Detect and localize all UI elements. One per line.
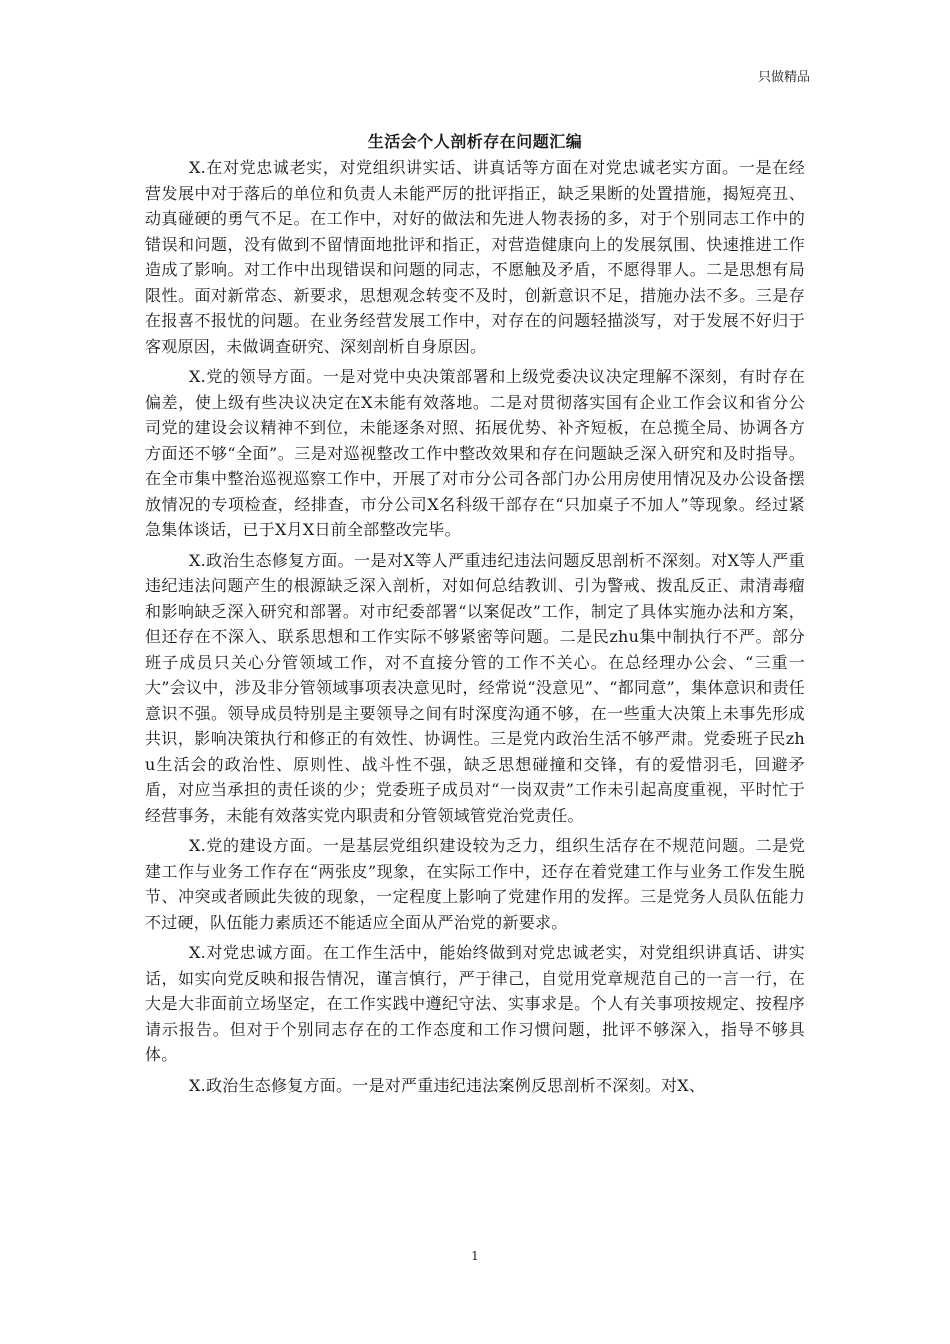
header-note: 只做精品 bbox=[757, 70, 810, 85]
document-title: 生活会个人剖析存在问题汇编 bbox=[367, 132, 583, 151]
paragraph-3: X.政治生态修复方面。一是对X等人严重违纪违法问题反思剖析不深刻。对X等人严重违纪违法问题产生的根源缺乏深入剖析，对如何总结教训、引为警戒、拨乱反正、肃清毒瘤和影响缺乏深入研究和部署。对市纪委部署“以案促改”工作，制定了具体实施办法和方案，但还存在不深入、联系思想和工作实际不够紧密等问题。二是民zhu集中制执行不严。部分班子成员只关心分管领域工作，对不直接分管的工作不关心。在总经理办公会、“三重一大”会议中，涉及非分管领域事项表决意见时，经常说“没意见”、“都同意”，集体意识和责任意识不强。领导成员特别是主要领导之间有时深度沟通不够，在一些重大决策上未事先形成共识，影响决策执行和修正的有效性、协调性。三是党内政治生活不够严肃。党委班子民zhu生活会的政治性、原则性、战斗性不强，缺乏思想碰撞和交锋，有的爱惜羽毛，回避矛盾，对应当承担的责任谈的少；党委班子成员对“一岗双责”工作未引起高度重视，平时忙于经营事务，未能有效落实党内职责和分管领域管党治党责任。 bbox=[145, 550, 805, 825]
page-number: 1 bbox=[471, 1249, 479, 1263]
paragraph-1: X.在对党忠诚老实，对党组织讲实话、讲真话等方面在对党忠诚老实方面。一是在经营发展中对于落后的单位和负责人未能严厉的批评指正，缺乏果断的处置措施，揭短亮丑、动真碰硬的勇气不足。在工作中，对好的做法和先进人物表扬的多，对于个别同志工作中的错误和问题，没有做到不留情面地批评和指正，对营造健康向上的发展氛围、快速推进工作造成了影响。对工作中出现错误和问题的同志，不愿触及矛盾，不愿得罪人。二是思想有局限性。面对新常态、新要求，思想观念转变不及时，创新意识不足，措施办法不多。三是存在报喜不报忧的问题。在业务经营发展工作中，对存在的问题轻描淡写，对于发展不好归于客观原因，未做调查研究、深刻剖析自身原因。 bbox=[145, 158, 805, 356]
document-body bbox=[145, 155, 805, 1103]
paragraph-4: X.党的建设方面。一是基层党组织建设较为乏力，组织生活存在不规范问题。二是党建工作与业务工作存在“两张皮”现象，在实际工作中，还存在着党建工作与业务工作发生脱节、冲突或者顾此失彼的现象，一定程度上影响了党建作用的发挥。三是党务人员队伍能力不过硬，队伍能力素质还不能适应全面从严治党的新要求。 bbox=[145, 836, 805, 932]
paragraph-5: X.对党忠诚方面。在工作生活中，能始终做到对党忠诚老实，对党组织讲真话、讲实话，如实向党反映和报告情况，谨言慎行，严于律己，自觉用党章规范自己的一言一行，在大是大非面前立场坚定，在工作实践中遵纪守法、实事求是。个人有关事项按规定、按程序请示报告。但对于个别同志存在的工作态度和工作习惯问题，批评不够深入，指导不够具体。 bbox=[145, 943, 805, 1064]
paragraph-2: X.党的领导方面。一是对党中央决策部署和上级党委决议决定理解不深刻，有时存在偏差，使上级有些决议决定在X未能有效落地。二是对贯彻落实国有企业工作会议和省分公司党的建设会议精神不到位，未能逐条对照、拓展优势、补齐短板，在总揽全局、协调各方方面还不够“全面”。三是对巡视整改工作中整改效果和存在问题缺乏深入研究和及时指导。在全市集中整治巡视巡察工作中，开展了对市分公司各部门办公用房使用情况及办公设备摆放情况的专项检查，经排查，市分公司X名科级干部存在“只加桌子不加人”等现象。经过紧急集体谈话，已于X月X日前全部整改完毕。 bbox=[145, 367, 805, 539]
paragraph-6: X.政治生态修复方面。一是对严重违纪违法案例反思剖析不深刻。对X、 bbox=[189, 1075, 706, 1095]
